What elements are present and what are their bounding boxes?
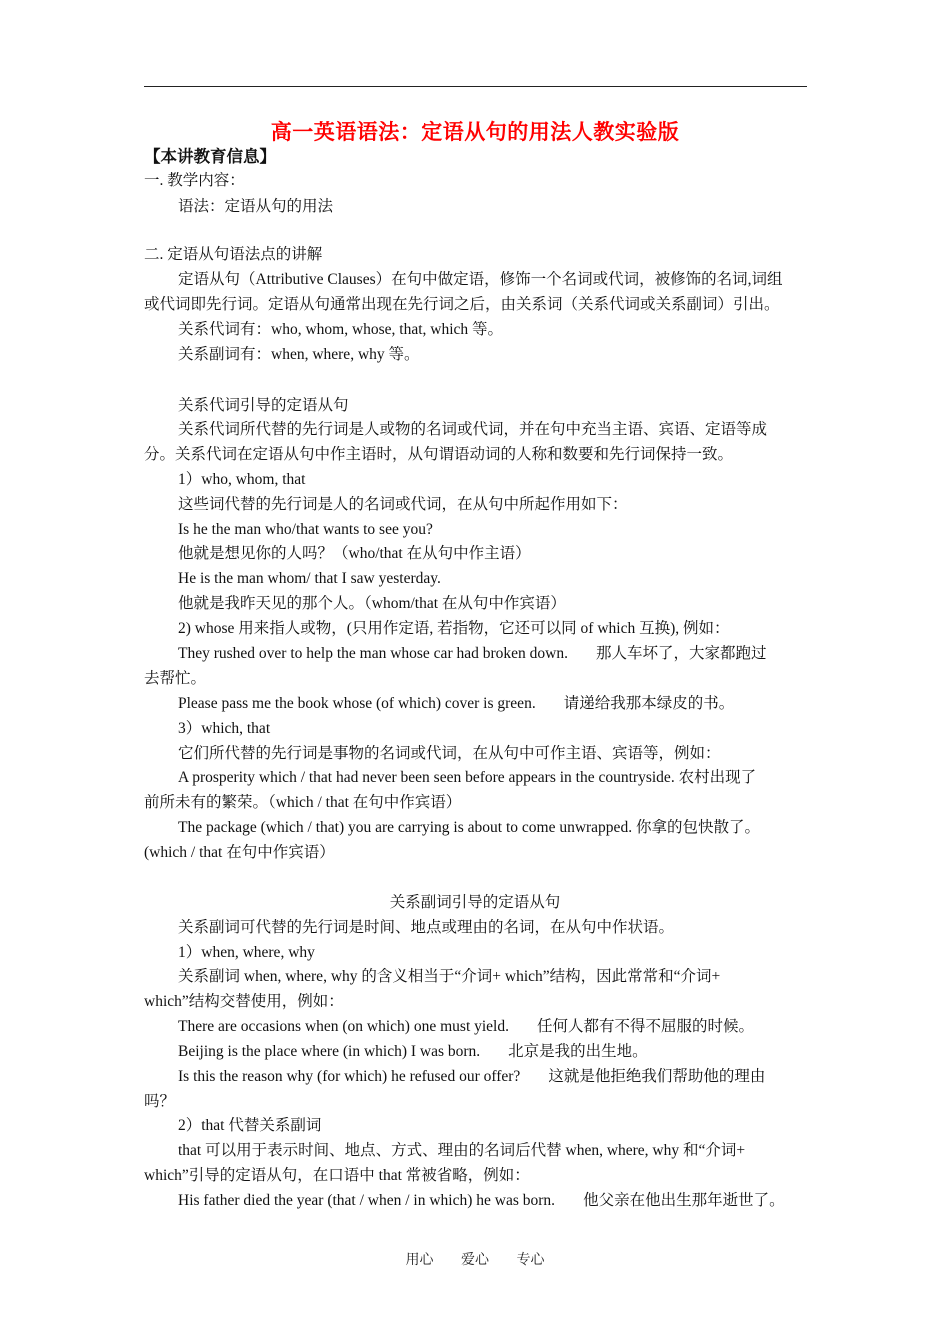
paragraph-line: which”引导的定语从句，在口语中 that 常被省略，例如： [144, 1167, 530, 1184]
example-sentence: Is this the reason why (for which) he refused our offer? 这就是他拒绝我们帮助他的理由 [178, 1068, 766, 1085]
paragraph-line: 关系代词所代替的先行词是人或物的名词或代词，并在句中充当主语、宾语、定语等成 [178, 421, 768, 438]
footer-text: 用心 [405, 1253, 434, 1268]
paragraph-line: that 可以用于表示时间、地点、方式、理由的名词后代替 when, where, why 和“介词+ [178, 1142, 746, 1159]
document-title: 高一英语语法：定语从句的用法人教实验版 [270, 120, 680, 144]
example-sentence: The package (which / that) you are carrying is about to come unwrapped. 你拿的包快散了。 [178, 819, 760, 836]
paragraph-line: 二. 定语从句语法点的讲解 [144, 246, 323, 263]
subheading: 关系副词引导的定语从句 [389, 894, 561, 911]
paragraph-line: 前所未有的繁荣。（which / that 在句中作宾语） [144, 794, 462, 811]
paragraph-line: 这些词代替的先行词是人的名词或代词，在从句中所起作用如下： [178, 496, 628, 513]
subheading: 关系代词引导的定语从句 [178, 397, 349, 414]
example-sentence: There are occasions when (on which) one must yield. 任何人都有不得不屈服的时候。 [178, 1018, 755, 1035]
paragraph-line: which”结构交替使用，例如： [144, 993, 344, 1010]
example-sentence: Please pass me the book whose (of which) cover is green. 请递给我那本绿皮的书。 [178, 695, 735, 712]
paragraph-line: 3）which, that [178, 720, 271, 737]
header-rule [144, 86, 807, 87]
footer-text: 爱心 [461, 1253, 489, 1268]
paragraph-line: 关系副词 when, where, why 的含义相当于“介词+ which”结构，因此常常和“介词+ [178, 968, 721, 985]
paragraph-line: (which / that 在句中作宾语） [144, 844, 335, 861]
paragraph-line: 一. 教学内容： [144, 172, 245, 189]
page-footer [0, 1249, 950, 1269]
paragraph-line: 关系副词可代替的先行词是时间、地点或理由的名词，在从句中作状语。 [178, 919, 675, 936]
paragraph-line: 定语从句（Attributive Clauses）在句中做定语，修饰一个名词或代词，被修饰的名词,词组 [178, 271, 783, 288]
paragraph-line: 语法：定语从句的用法 [178, 198, 334, 215]
paragraph-line: 1）who, whom, that [178, 471, 306, 488]
paragraph-line: 吗？ [144, 1093, 176, 1110]
footer-text: 专心 [516, 1253, 545, 1268]
example-sentence: They rushed over to help the man whose car had broken down. 那人车坏了，大家都跑过 [178, 645, 767, 662]
section-heading: 【本讲教育信息】 [144, 147, 276, 166]
paragraph-line: 关系代词有：who, whom, whose, that, which 等。 [178, 321, 504, 338]
example-translation: 他就是我昨天见的那个人。（whom/that 在从句中作宾语） [178, 595, 566, 612]
paragraph-line: 2) whose 用来指人或物，(只用作定语, 若指物，它还可以同 of which 互换), 例如： [178, 620, 730, 637]
example-sentence: He is the man whom/ that I saw yesterday. [178, 570, 441, 587]
paragraph-line: 2）that 代替关系副词 [178, 1117, 322, 1134]
example-sentence: A prosperity which / that had never been seen before appears in the countryside. 农村出现了 [178, 769, 757, 786]
paragraph-line: 分。关系代词在定语从句中作主语时，从句谓语动词的人称和数要和先行词保持一致。 [144, 446, 734, 463]
example-translation: 他就是想见你的人吗？（who/that 在从句中作主语） [178, 545, 531, 562]
paragraph-line: 或代词即先行词。定语从句通常出现在先行词之后，由关系词（关系代词或关系副词）引出。 [144, 296, 780, 313]
paragraph-line: 关系副词有：when, where, why 等。 [178, 346, 420, 363]
paragraph-line: 它们所代替的先行词是事物的名词或代词，在从句中可作主语、宾语等，例如： [178, 745, 721, 762]
example-sentence: His father died the year (that / when / in which) he was born. 他父亲在他出生那年逝世了。 [178, 1192, 785, 1209]
example-sentence: Beijing is the place where (in which) I was born. 北京是我的出生地。 [178, 1043, 648, 1060]
paragraph-line: 1）when, where, why [178, 944, 315, 961]
paragraph-line: 去帮忙。 [144, 670, 207, 687]
example-sentence: Is he the man who/that wants to see you? [178, 521, 433, 538]
